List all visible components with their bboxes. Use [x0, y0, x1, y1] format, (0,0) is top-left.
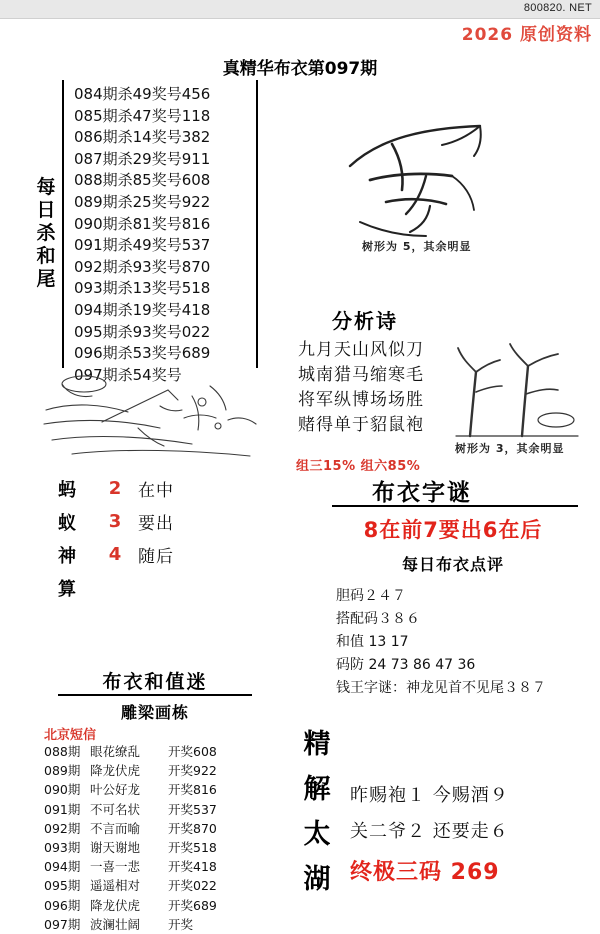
- ant-god-char: 神: [58, 545, 76, 567]
- kill-label-char-3: 和: [36, 245, 56, 267]
- taihu-title-char-1: 解: [303, 774, 331, 805]
- word-label: 遥遥相对: [90, 878, 141, 894]
- ant-god-row-last: [58, 571, 258, 604]
- kill-label-char-1: 日: [36, 199, 56, 221]
- period-label: 088期: [44, 744, 81, 759]
- poem-line: 赌得单于貂鼠袍: [298, 415, 424, 435]
- taihu-title-char-3: 湖: [303, 864, 331, 895]
- taihu-lines: [350, 778, 594, 850]
- ant-god-char: 蚁: [58, 512, 76, 534]
- kill-row: 088期杀85奖号608: [74, 171, 211, 190]
- word-label: 不言而喻: [90, 820, 141, 836]
- top-bar: [0, 0, 600, 19]
- final-three-codes: 终极三码 269: [350, 860, 500, 885]
- poem-line: 城南猎马缩寒毛: [298, 365, 424, 385]
- word-label: 波澜壮阔: [90, 916, 141, 932]
- poem-line: 将军纵博场场胜: [298, 390, 424, 410]
- kill-row: 093期杀13奖号518: [74, 279, 211, 298]
- taihu-title-char-2: 太: [303, 819, 331, 850]
- daily-review-title: 每日布衣点评: [401, 555, 504, 574]
- ant-god-section: [58, 472, 258, 604]
- word-label: 谢天谢地: [90, 840, 141, 856]
- prize-label: 开奖418: [168, 859, 217, 875]
- kill-label-char-0: 每: [36, 176, 56, 198]
- daily-review-row: 码防 24 73 86 47 36: [336, 657, 476, 673]
- kill-label-char-2: 杀: [36, 222, 56, 244]
- beijing-sms-row: [44, 896, 264, 915]
- kill-label-char-4: 尾: [36, 268, 56, 290]
- calligraphy-caption: 树形为 5，其余明显: [362, 240, 472, 253]
- beijing-sms-row: [44, 800, 264, 819]
- period-label: 092期: [44, 820, 81, 836]
- kill-list: [62, 80, 258, 384]
- ant-god-number: 4: [108, 544, 122, 565]
- prize-label: 开奖537: [168, 801, 217, 817]
- daily-review-row: 胆码２４７: [336, 588, 406, 604]
- prize-label: 开奖: [168, 916, 194, 932]
- taihu-vertical-title: [300, 722, 334, 902]
- ant-god-text: 要出: [138, 514, 174, 534]
- ant-god-char: 蚂: [58, 479, 76, 501]
- beijing-sms-row: [44, 780, 264, 799]
- taihu-line: 关二爷２ 还要走６: [350, 821, 509, 842]
- prize-label: 开奖870: [168, 820, 217, 836]
- prize-label: 开奖518: [168, 840, 217, 856]
- kill-row: 086期杀14奖号382: [74, 128, 211, 147]
- beijing-sms-row: [44, 915, 264, 934]
- daily-review-row: 搭配码３８６: [336, 611, 420, 627]
- hezhi-subtitle: 雕梁画栋: [120, 703, 189, 722]
- period-label: 091期: [44, 801, 81, 817]
- group-ratio-text: 组三15% 组六85%: [296, 459, 421, 474]
- period-label: 097期: [44, 916, 81, 932]
- taihu-title-char-0: 精: [303, 729, 331, 760]
- kill-row: 089期杀25奖号922: [74, 192, 211, 211]
- period-label: 095期: [44, 878, 81, 894]
- ant-god-row: [58, 538, 258, 571]
- period-label: 094期: [44, 859, 81, 875]
- beijing-sms-row: [44, 761, 264, 780]
- kill-row: 085期杀47奖号118: [74, 106, 211, 125]
- ant-god-number: 3: [108, 511, 122, 532]
- prize-label: 开奖922: [168, 763, 217, 779]
- poem-line: 九月天山风似刀: [298, 340, 424, 360]
- ant-god-text: 随后: [138, 547, 174, 567]
- period-label: 089期: [44, 763, 81, 779]
- beijing-sms-row: [44, 876, 264, 895]
- beijing-sms-row: [44, 838, 264, 857]
- hezhi-divider: [58, 694, 252, 696]
- word-label: 叶公好龙: [90, 782, 141, 798]
- page-title: 真精华布衣第097期: [222, 59, 378, 79]
- ant-god-row: [58, 505, 258, 538]
- site-url: 800820. NET: [523, 2, 592, 14]
- calligraphy-illustration: [330, 118, 540, 248]
- beijing-sms-title: 北京短信: [44, 728, 97, 743]
- poem-title: 分析诗: [332, 309, 398, 333]
- prize-label: 开奖022: [168, 878, 217, 894]
- riddle-divider: [332, 505, 578, 507]
- tree-illustration: [452, 340, 582, 440]
- word-label: 眼花缭乱: [90, 744, 141, 759]
- kill-row: 097期杀54奖号: [74, 365, 182, 384]
- kill-row: 096期杀53奖号689: [74, 344, 211, 363]
- daily-review-row: 钱王字谜：神龙见首不见尾３８７: [336, 680, 546, 696]
- kill-row: 092期杀93奖号870: [74, 257, 211, 276]
- prize-label: 开奖608: [168, 744, 217, 759]
- kill-row: 087期杀29奖号911: [74, 149, 211, 168]
- ant-god-number: 2: [108, 478, 122, 499]
- kill-section-label: [34, 176, 58, 291]
- period-label: 093期: [44, 840, 81, 856]
- tree-icon: [452, 340, 582, 440]
- prize-label: 开奖816: [168, 782, 217, 798]
- beijing-sms-row: [44, 857, 264, 876]
- period-label: 090期: [44, 782, 81, 798]
- taihu-line: 昨赐袍１ 今赐酒９: [350, 785, 509, 806]
- kill-row: 090期杀81奖号816: [74, 214, 211, 233]
- daily-review-list: [336, 585, 600, 700]
- kill-row: 094期杀19奖号418: [74, 300, 211, 319]
- word-label: 一喜一悲: [90, 859, 141, 875]
- landscape-sketch-icon: [42, 366, 260, 464]
- beijing-sms-row: [44, 819, 264, 838]
- riddle-title: 布衣字谜: [372, 480, 472, 506]
- daily-review-row: 和值 13 17: [336, 634, 409, 650]
- ant-god-text: 在中: [138, 481, 174, 501]
- riddle-answer: 8在前7要出6在后: [363, 518, 543, 542]
- beijing-sms-row: [44, 742, 264, 761]
- brush-stroke-icon: [330, 118, 540, 248]
- word-label: 不可名状: [90, 801, 141, 817]
- ant-god-char: 算: [58, 578, 76, 600]
- beijing-sms-list: [44, 742, 264, 934]
- prize-label: 开奖689: [168, 897, 217, 913]
- ant-god-row: [58, 472, 258, 505]
- kill-row: 095期杀93奖号022: [74, 322, 211, 341]
- watermark-text: 2026 原创资料: [461, 25, 592, 45]
- kill-row: 091期杀49奖号537: [74, 236, 211, 255]
- kill-row: 084期杀49奖号456: [74, 85, 211, 103]
- ant-scene-illustration: [42, 366, 260, 464]
- word-label: 降龙伏虎: [90, 763, 141, 779]
- word-label: 降龙伏虎: [90, 897, 141, 913]
- period-label: 096期: [44, 897, 81, 913]
- tree-caption: 树形为 3，其余明显: [455, 442, 565, 455]
- hezhi-title: 布衣和值迷: [102, 671, 208, 693]
